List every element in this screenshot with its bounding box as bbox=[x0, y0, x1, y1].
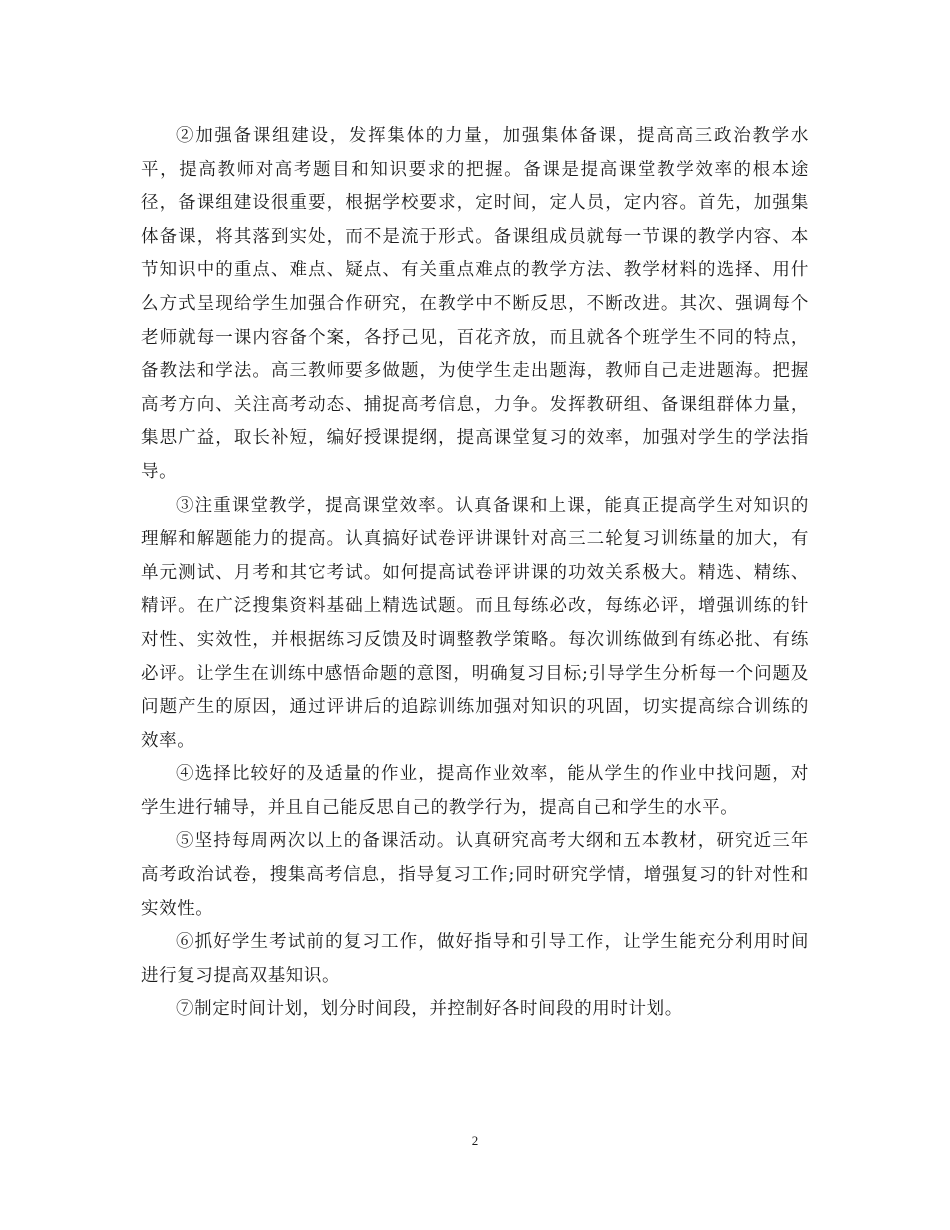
paragraph-1: ②加强备课组建设，发挥集体的力量，加强集体备课，提高高三政治教学水平，提高教师对高考题目和知识要求的把握。备课是提高课堂教学效率的根本途径，备课组建设很重要，根据学校要求，定时间，定人员，定内容。首先，加强集体备课，将其落到实处，而不是流于形式。备课组成员就每一节课的教学内容、本节知识中的重点、难点、疑点、有关重点难点的教学方法、教学材料的选择、用什么方式呈现给学生加强合作研究，在教学中不断反思，不断改进。其次、强调每个老师就每一课内容备个案，各抒己见，百花齐放，而且就各个班学生不同的特点，备教法和学法。高三教师要多做题，为使学生走出题海，教师自己走进题海。把握高考方向、关注高考动态、捕捉高考信息，力争。发挥教研组、备课组群体力量，集思广益，取长补短，编好授课提纲，提高课堂复习的效率，加强对学生的学法指导。 bbox=[141, 126, 809, 482]
page-number: 2 bbox=[471, 1133, 479, 1148]
paragraph-5: ⑥抓好学生考试前的复习工作，做好指导和引导工作，让学生能充分利用时间进行复习提高双基知识。 bbox=[141, 932, 809, 986]
paragraph-3: ④选择比较好的及适量的作业，提高作业效率，能从学生的作业中找问题，对学生进行辅导，并且自己能反思自己的教学行为，提高自己和学生的水平。 bbox=[141, 764, 809, 818]
document-body bbox=[141, 120, 809, 1027]
paragraph-2: ③注重课堂教学，提高课堂效率。认真备课和上课，能真正提高学生对知识的理解和解题能力的提高。认真搞好试卷评讲课针对高三二轮复习训练量的加大，有单元测试、月考和其它考试。如何提高试卷评讲课的功效关系极大。精选、精练、精评。在广泛搜集资料基础上精选试题。而且每练必改，每练必评，增强训练的针对性、实效性，并根据练习反馈及时调整教学策略。每次训练做到有练必批、有练必评。让学生在训练中感悟命题的意图，明确复习目标;引导学生分析每一个问题及问题产生的原因，通过评讲后的追踪训练加强对知识的巩固，切实提高综合训练的效率。 bbox=[141, 495, 809, 751]
paragraph-4: ⑤坚持每周两次以上的备课活动。认真研究高考大纲和五本教材，研究近三年高考政治试卷，搜集高考信息，指导复习工作;同时研究学情，增强复习的针对性和实效性。 bbox=[141, 831, 809, 919]
paragraph-6: ⑦制定时间计划，划分时间段，并控制好各时间段的用时计划。 bbox=[176, 999, 683, 1020]
